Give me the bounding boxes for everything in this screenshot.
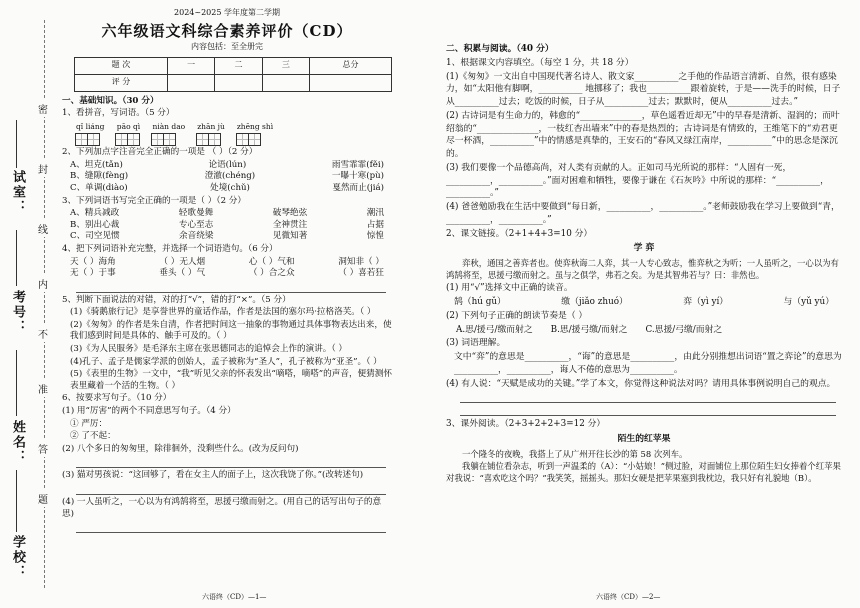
question: 1、看拼音，写词语。（5 分） bbox=[62, 108, 175, 119]
option: A、精兵减政 bbox=[70, 208, 120, 219]
question: 4、把下列词语补充完整，并选择一个词语造句。（6 分） bbox=[62, 243, 278, 254]
sub-question: (4) 有人说：“天赋是成功的关键。”学了本文，你觉得这种说法对吗？请用具体事例说明自己的观点。 bbox=[446, 378, 836, 389]
score-cell[interactable] bbox=[262, 74, 309, 91]
char-box[interactable] bbox=[208, 133, 221, 146]
option[interactable]: C.思援/弓缴/而射之 bbox=[645, 324, 723, 335]
option[interactable]: B.思/援弓缴/而射之 bbox=[550, 324, 628, 335]
option: 雨雪霏霏(fěi) bbox=[331, 159, 384, 170]
page-footer: 六语终（CD）—1— bbox=[202, 592, 267, 601]
sub-question: (3) 猫对男孩说：“这回够了，看在女主人的面子上，这次我饶了你。”(改转述句) bbox=[62, 470, 364, 481]
option[interactable]: 缴（jiǎo zhuó） bbox=[561, 297, 628, 308]
question: 1、根据课文内容填空。（每空 1 分，共 18 分） bbox=[446, 57, 634, 68]
option: 专心至志 bbox=[178, 219, 214, 230]
judge-item: (2)《匆匆》的作者是朱自清，作者把时间这一抽象的事物通过具体事物表达出来，使我们感到时间是具体的、触手可及的。（ ） bbox=[70, 319, 392, 342]
exam-title: 六年级语文科综合素养评价（CD） bbox=[101, 21, 353, 40]
idiom[interactable]: 天（ ）海角 bbox=[70, 256, 116, 267]
answer-line[interactable] bbox=[76, 522, 386, 533]
score-header: 总分 bbox=[310, 57, 392, 74]
seal-char: 封 bbox=[38, 160, 48, 177]
char-box[interactable] bbox=[87, 133, 100, 146]
label-exam-number: 考号： bbox=[10, 290, 25, 335]
passage-text: 我躺在铺位看杂志，听到一声温柔的（A）：“小姑娘！”侧过脸，对面铺位上那位陌生妇女捧着个红苹果对我说：“喜欢吃这个吗？”我笑笑，摇摇头。那妇女硬是把苹果塞到我枕边，我只好有礼貌地（B）。 bbox=[446, 461, 841, 484]
right-column bbox=[446, 40, 842, 602]
idiom[interactable]: （ ）无人烟 bbox=[159, 256, 206, 267]
option: C、单调(diào) bbox=[70, 182, 128, 193]
question: 3、课外阅读。（2+3+2+2+3=12 分） bbox=[446, 419, 606, 430]
exam-scope: 内容包括：至全册完 bbox=[191, 42, 263, 52]
passage-text: 一个隆冬的夜晚，我搭上了从广州开往长沙的第 58 次列车。 bbox=[462, 448, 688, 459]
idiom-row bbox=[62, 257, 392, 269]
judge-item: (4)孔子、孟子是儒家学派的创始人，孟子被称为“圣人”，孔子被称为“亚圣”。（ ） bbox=[70, 356, 382, 367]
passage-title: 学 弈 bbox=[633, 243, 655, 254]
idiom[interactable]: （ ）喜若狂 bbox=[338, 268, 384, 279]
sub-question: (4) 一人虽听之，一心以为有鸿鹄将至，思援弓缴而射之。(用自己的话写出句子的意思) bbox=[62, 497, 382, 519]
option: 处境(chǔ) bbox=[210, 182, 250, 193]
option-row bbox=[62, 231, 392, 243]
sub-question: (1) 用“√”选择文中正确的读音。 bbox=[446, 283, 573, 294]
section-title: 一、基础知识。（30 分） bbox=[62, 95, 159, 106]
option: 论语(lún) bbox=[208, 159, 247, 170]
sub-question: (1) 用“厉害”的两个不同意思写句子。（4 分） bbox=[62, 406, 236, 417]
pinyin-text: pāo qì bbox=[116, 122, 141, 132]
option: 轻歌曼舞 bbox=[178, 208, 214, 219]
fill-line bbox=[16, 120, 17, 168]
score-header: 二 bbox=[215, 57, 262, 74]
judge-item: (1)《骑鹅旅行记》是享誉世界的童话作品，作者是法国的塞尔玛·拉格洛芙。（ ） bbox=[70, 307, 376, 318]
sub-item: ① 严厉： bbox=[70, 418, 108, 429]
score-cell[interactable] bbox=[310, 74, 392, 91]
sub-question: (3) 词语理解。 bbox=[446, 338, 506, 349]
score-label: 评 分 bbox=[75, 74, 168, 91]
pinyin-text: zhān jù bbox=[197, 122, 225, 132]
pinyin-item bbox=[197, 122, 225, 146]
score-table bbox=[74, 57, 392, 92]
seal-char: 准 bbox=[38, 380, 48, 397]
seal-char: 题 bbox=[38, 490, 48, 507]
option[interactable]: A.思/援弓/缴而射之 bbox=[456, 324, 533, 335]
fill-item: (2) 古诗词是有生命力的，韩愈的“______________，草色遥看近却无”中的早春是清新、湿润的；而叶绍翁的“______________，一枝红杏出墙来”中的春是热烈的；古诗词是有情致的，王维笔下的“劝君更尽一杯酒，__________”中的情感是真挚的，王安石的“春风又绿江南岸，__________”中的思念是深沉的。 bbox=[446, 110, 840, 159]
label-exam-room: 试室： bbox=[10, 170, 25, 215]
option: 破琴绝弦 bbox=[272, 208, 308, 219]
pinyin-item bbox=[116, 122, 140, 146]
question: 6、按要求写句子。（10 分） bbox=[62, 393, 172, 404]
option: 占据 bbox=[366, 219, 384, 230]
seal-char: 内 bbox=[38, 275, 48, 292]
answer-line[interactable] bbox=[460, 392, 836, 403]
judge-item: (5)《表里的生物》一文中，“我”听见父亲的怀表发出“嘀嗒，嘀嗒”的声音，便猜测怀表里藏着一个活的生物。（ ） bbox=[70, 369, 392, 391]
fill-item: (3) 我们要像一个品德高尚，对人类有贡献的人。正如司马光所说的那样：“人固有一死，__________，__________。”面对困难和牺牲，要像于谦在《石灰吟》中所说的那样：“__________，__________。” bbox=[446, 162, 829, 199]
seal-char: 线 bbox=[38, 220, 48, 237]
fill-item: (4) 爸爸勉励我在生活中要做到“每日新，__________，__________。”老师鼓励我在学习上要做到“青，__________，__________。” bbox=[446, 202, 840, 225]
sub-item: ② 了不起： bbox=[70, 431, 116, 442]
option: B、别出心裁 bbox=[70, 219, 120, 230]
judge-item: (3)《为人民服务》是毛泽东主席在张思德同志的追悼会上作的演讲。（ ） bbox=[70, 344, 348, 355]
option: 潮汛 bbox=[366, 208, 384, 219]
option: 澄澈(chéng) bbox=[204, 171, 256, 182]
school-year: 2024~2025 学年度第二学期 bbox=[174, 8, 280, 17]
idiom[interactable]: （ ）合之众 bbox=[248, 268, 295, 279]
seal-char: 密 bbox=[38, 100, 48, 117]
binding-strip bbox=[0, 0, 62, 608]
option: B、缝隙(fèng) bbox=[70, 171, 129, 182]
answer-line[interactable] bbox=[76, 484, 386, 495]
question: 2、下列加点字注音完全正确的一项是 （ ）（2 分） bbox=[62, 147, 258, 158]
option: 惊惶 bbox=[366, 231, 384, 242]
option: 一曝十寒(pù) bbox=[331, 171, 384, 182]
idiom[interactable]: 洞知非（ ） bbox=[338, 256, 384, 267]
option-row bbox=[62, 183, 392, 195]
question: 3、下列词语书写完全正确的一项是（ ）（2 分） bbox=[62, 195, 246, 206]
label-school: 学校： bbox=[10, 535, 25, 580]
seal-char: 不 bbox=[38, 325, 48, 342]
option: 余音绕梁 bbox=[179, 231, 214, 242]
option-row bbox=[62, 208, 392, 220]
fill-line bbox=[16, 350, 17, 416]
idiom[interactable]: 无（ ）于事 bbox=[70, 268, 116, 279]
option: C、司空见惯 bbox=[70, 231, 120, 242]
option: 见微知著 bbox=[272, 231, 308, 242]
left-column bbox=[62, 6, 392, 602]
fill-item: 文中“弈”的意思是__________，“诲”的意思是__________，由此分别推想出词语“置之弈论”的意思为__________，__________，诲人不倦的意思为__________。 bbox=[454, 352, 842, 375]
score-cell[interactable] bbox=[215, 74, 262, 91]
fill-line bbox=[16, 470, 17, 532]
option: 戛然而止(jiá) bbox=[332, 182, 384, 193]
idiom[interactable]: 垂头（ ）气 bbox=[159, 268, 206, 279]
passage-title: 陌生的红苹果 bbox=[617, 434, 671, 445]
answer-line[interactable] bbox=[460, 405, 836, 416]
page-footer: 六语终（CD）—2— bbox=[596, 592, 661, 601]
score-header: 题 次 bbox=[75, 57, 168, 74]
score-header: 一 bbox=[167, 57, 214, 74]
fill-line bbox=[16, 230, 17, 286]
option: 全神贯注 bbox=[272, 219, 308, 230]
pinyin-row bbox=[62, 122, 392, 146]
pinyin-item bbox=[237, 122, 273, 146]
question: 2、课文链接。（2+1+4+3=10 分） bbox=[446, 228, 593, 239]
char-box[interactable] bbox=[163, 133, 176, 146]
char-box[interactable] bbox=[127, 133, 140, 146]
idiom-row bbox=[62, 268, 392, 280]
score-cell[interactable] bbox=[167, 74, 214, 91]
pinyin-text: qǐ liáng bbox=[76, 122, 105, 132]
pinyin-text: niàn dao bbox=[152, 122, 186, 132]
seal-char: 答 bbox=[38, 440, 48, 457]
answer-line[interactable] bbox=[76, 282, 386, 293]
pinyin-item bbox=[76, 122, 104, 146]
pinyin-text: zhēng shì bbox=[236, 122, 274, 132]
section-title: 二、积累与阅读。（40 分） bbox=[446, 44, 554, 54]
option-row bbox=[446, 296, 842, 309]
option-row bbox=[62, 160, 392, 172]
sub-question: (2) 下列句子正确的朗读节奏是（ ） bbox=[446, 310, 588, 321]
pinyin-item bbox=[152, 122, 185, 146]
option[interactable]: 弈（yì yí） bbox=[683, 297, 729, 308]
passage-text: 弈秋，通国之善弈者也。使弈秋诲二人弈，其一人专心致志，惟弈秋之为听；一人虽听之，一心以为有鸿鹄将至，思援弓缴而射之。虽与之俱学，弗若之矣。为是其智弗若与？曰：非然也。 bbox=[446, 258, 839, 281]
option-row bbox=[62, 220, 392, 232]
option[interactable]: 与（yǔ yú） bbox=[783, 297, 834, 308]
idiom[interactable]: 心（ ）气和 bbox=[248, 256, 295, 267]
char-box[interactable] bbox=[248, 133, 261, 146]
question: 5、判断下面说法的对错，对的打“√”，错的打“×”。（5 分） bbox=[62, 294, 291, 305]
option: A、坦克(tǎn) bbox=[70, 159, 123, 170]
option[interactable]: 鹄（hú gǔ） bbox=[454, 297, 506, 308]
score-header: 三 bbox=[262, 57, 309, 74]
option-row bbox=[62, 171, 392, 183]
fill-item: (1)《匆匆》一文出自中国现代著名诗人、散文家__________之手他的作品语言清新、自然，很有感染力，如“太阳他有脚啊，__________ 地挪移了；我也__________跟着旋转，于是——洗手的时候，日子从__________过去；吃饭的时候，日子从__________过去；默默时，便从__________过去。” bbox=[446, 71, 841, 107]
answer-line[interactable] bbox=[76, 457, 386, 468]
option-row bbox=[446, 324, 842, 337]
label-name: 姓名： bbox=[10, 420, 25, 465]
sub-question: (2) 八个多日的匆匆里，除徘徊外，没剩些什么。(改为反问句) bbox=[62, 443, 299, 454]
